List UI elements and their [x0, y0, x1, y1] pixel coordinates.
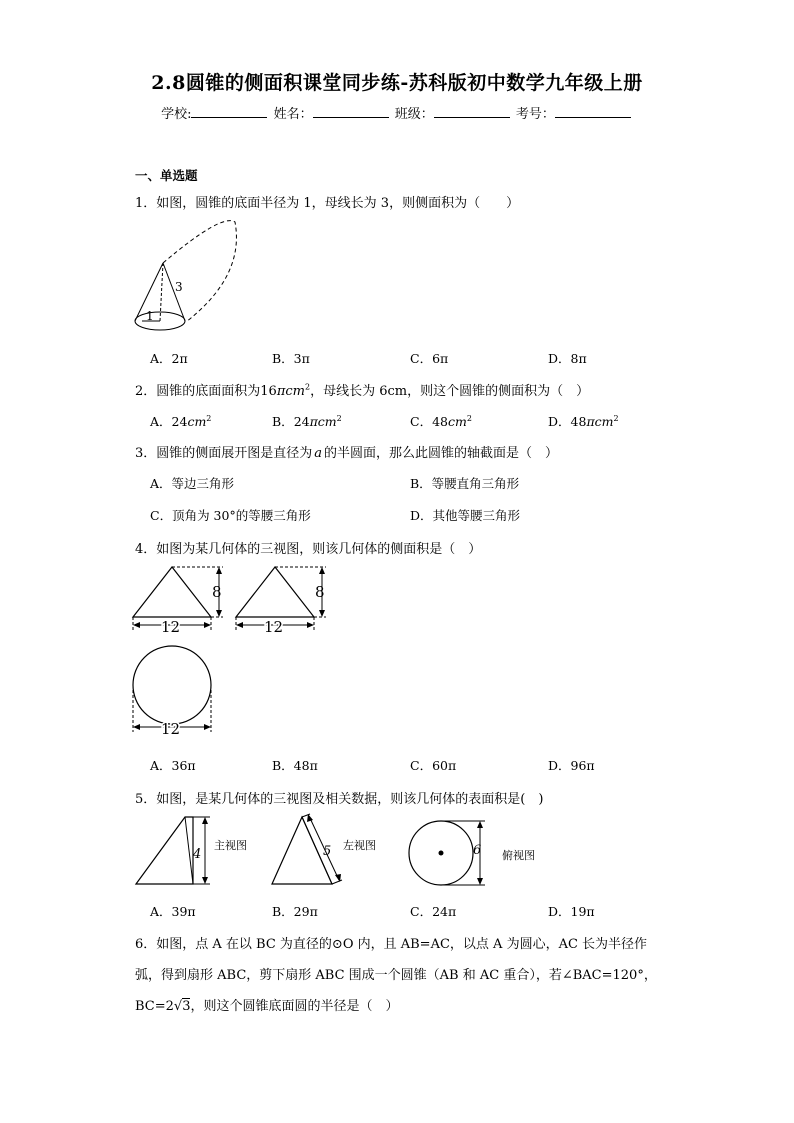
q3-option-d[interactable]: D．其他等腰三角形	[410, 508, 521, 523]
q1-option-a[interactable]: A．2π	[150, 351, 188, 366]
front-value-label: 4	[193, 847, 202, 862]
q2-option-d[interactable]: D．48πcm$^2$	[548, 413, 619, 429]
top-diameter-label: 12	[161, 720, 181, 738]
q2-option-a[interactable]: A．$24cm^2$	[150, 413, 212, 429]
q5-option-c[interactable]: C．24π	[410, 904, 457, 919]
question-6-line-2: 弧，得到扇形 ABC，剪下扇形 ABC 围成一个圆锥（AB 和 AC 重合），若∠BAC=120°，	[135, 968, 657, 983]
school-label: 学校:	[161, 107, 192, 122]
top-view-label: 俯视图	[502, 849, 535, 862]
q5-option-a[interactable]: A．39π	[150, 904, 196, 919]
question-2-text: 2．圆锥的底面面积为16πcm$^2$，母线长为 6cm，则这个圆锥的侧面积为（ ）	[135, 382, 590, 399]
question-6-line-3: BC=2√3，则这个圆锥底面圆的半径是（ ）	[135, 999, 399, 1014]
question-3-text: 3．圆锥的侧面展开图是直径为 a 的半圆面，那么此圆锥的轴截面是（ ）	[135, 446, 559, 461]
number-blank[interactable]	[555, 105, 631, 118]
q1-option-c[interactable]: C．6π	[410, 351, 449, 366]
q5-option-b[interactable]: B．29π	[272, 904, 318, 919]
q2-option-b[interactable]: B．24πcm$^2$	[272, 413, 342, 429]
number-label: 考号：	[515, 107, 555, 122]
three-view-figure-5	[130, 812, 560, 892]
top-value-label: 6	[473, 843, 482, 858]
question-5-text: 5．如图，是某几何体的三视图及相关数据，则该几何体的表面积是( )	[135, 792, 544, 807]
page-title: 2.8圆锥的侧面积课堂同步练-苏科版初中数学九年级上册	[151, 72, 643, 94]
student-info-line	[0, 103, 794, 122]
front-height-label: 8	[212, 583, 222, 601]
q1-option-d[interactable]: D．8π	[548, 351, 587, 366]
q1-option-b[interactable]: B．3π	[272, 351, 310, 366]
q3-option-c[interactable]: C．顶角为 30°的等腰三角形	[150, 508, 311, 523]
left-height-label: 8	[315, 583, 325, 601]
question-1-text: 1．如图，圆锥的底面半径为 1，母线长为 3，则侧面积为（ ）	[135, 196, 520, 211]
question-4-text: 4．如图为某几何体的三视图，则该几何体的侧面积是（ ）	[135, 542, 482, 557]
q4-option-d[interactable]: D．96π	[548, 758, 595, 773]
question-6-line-1: 6．如图，点 A 在以 BC 为直径的⊙O 内，且 AB=AC，以点 A 为圆心，AC 长为半径作	[135, 937, 648, 952]
q4-option-b[interactable]: B．48π	[272, 758, 318, 773]
left-view-label: 左视图	[343, 839, 376, 852]
q3-option-a[interactable]: A．等边三角形	[150, 476, 235, 491]
q4-option-c[interactable]: C．60π	[410, 758, 457, 773]
class-blank[interactable]	[434, 105, 510, 118]
q2-option-c[interactable]: C．$48cm^2$	[410, 413, 472, 429]
school-blank[interactable]	[191, 105, 267, 118]
cone-figure	[130, 218, 250, 343]
front-width-label: 12	[161, 618, 181, 636]
left-width-label: 12	[264, 618, 284, 636]
left-value-label: 5	[323, 844, 332, 859]
class-label: 班级：	[394, 107, 434, 122]
q5-option-d[interactable]: D．19π	[548, 904, 595, 919]
name-label: 姓名：	[273, 107, 313, 122]
name-blank[interactable]	[313, 105, 389, 118]
front-view-label: 主视图	[214, 839, 247, 852]
section-heading: 一、单选题	[135, 168, 198, 183]
q4-option-a[interactable]: A．36π	[150, 758, 196, 773]
q3-option-b[interactable]: B．等腰直角三角形	[410, 476, 520, 491]
slant-label: 3	[175, 280, 183, 294]
radius-label: 1	[146, 309, 154, 323]
three-view-figure-4	[128, 562, 348, 742]
sqrt-sign: √	[173, 999, 183, 1014]
